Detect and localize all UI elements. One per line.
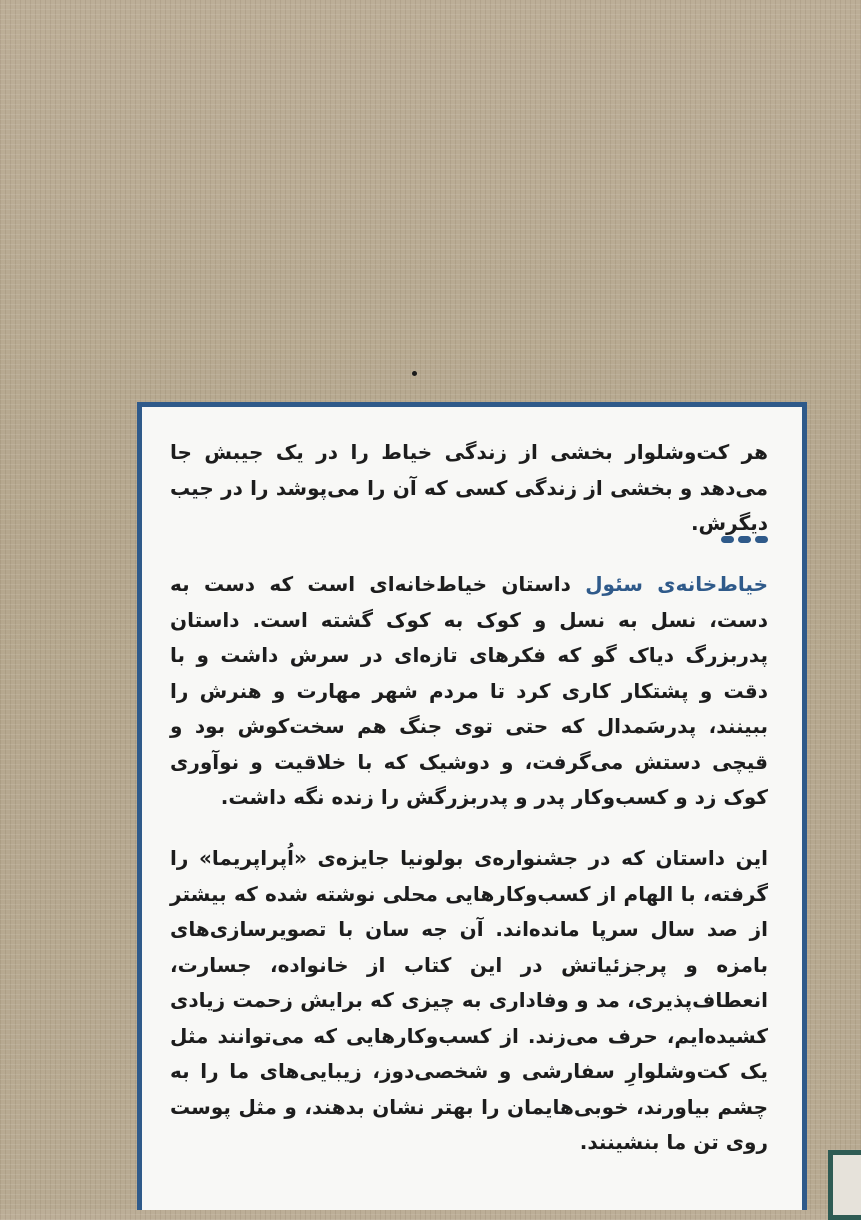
story-body: داستان خیاط‌خانه‌ای است که دست به دست، نسل به نسل و کوک به کوک گشته است. داستان پدربزرگ دیاک گو که فکرهای تازه‌ای در سرش داشت و با دقت و پشتکار کاری کرد تا مردم شهر مهارت و هنرش را ببینند، پدرسَمدال که حتی توی جنگ هم سخت‌کوش بود و قیچی دستش می‌گرفت، و دوشیک که با خلاقیت و نوآوری کوک زد و کسب‌وکار پدر و پدربزرگش را زنده نگه داشت.	[170, 572, 768, 809]
book-title: خیاط‌خانه‌ی سئول	[585, 572, 768, 596]
intro-paragraph: هر کت‌وشلوار بخشی از زندگی خیاط را در یک جیبش جا می‌دهد و بخشی از زندگی کسی که آن را می‌پوشد را در جیب دیگرش.	[170, 440, 768, 535]
divider-dot	[738, 536, 751, 543]
award-paragraph: این داستان که در جشنواره‌ی بولونیا جایزه‌ی «اُپراپریما» را گرفته، با الهام از کسب‌وکارهایی محلی نوشته شده که بیشتر از صد سال سرپا مانده‌اند. آن جه سان با تصویرسازی‌های بامزه و پرجزئیاتش در این کتاب از خانواده، جسارت، انعطاف‌پذیری، مد و وفاداری به چیزی که برایش زحمت زیادی کشیده‌ایم، حرف می‌زند. از کسب‌وکارهایی که می‌توانند مثل یک کت‌وشلوارِ سفارشی و شخصی‌دوز، زیبایی‌های ما را به چشم بیاورند، خوبی‌هایمان را بهتر نشان بدهند، و مثل پوست روی تن ما بنشینند.	[170, 846, 768, 1154]
divider-dot	[755, 536, 768, 543]
three-dot-divider	[721, 536, 768, 543]
story-paragraph	[170, 567, 768, 816]
divider-dot	[721, 536, 734, 543]
blurb-panel	[137, 402, 807, 1210]
ink-dot	[412, 371, 417, 376]
